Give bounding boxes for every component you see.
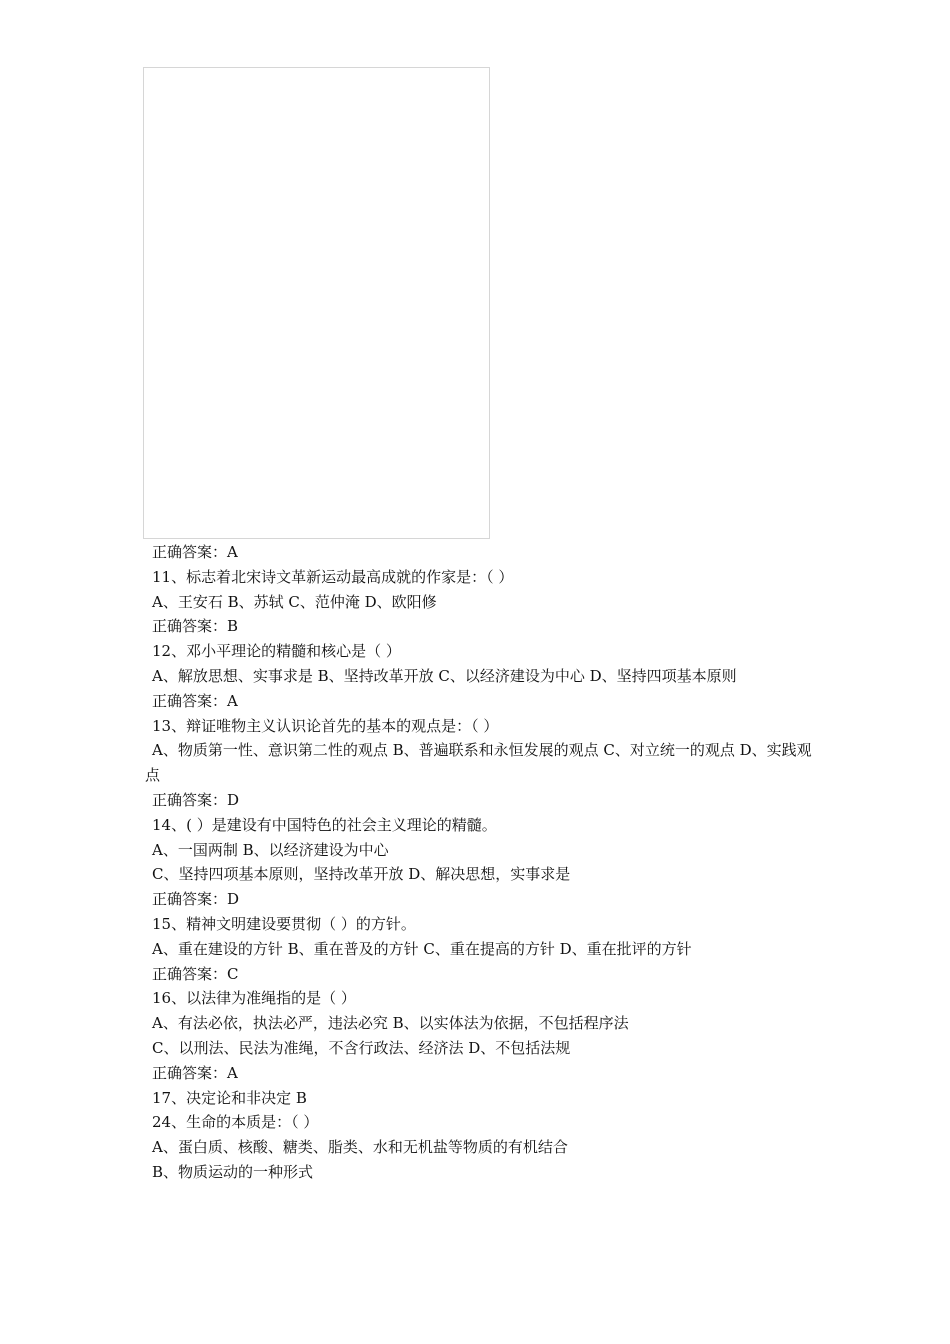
answer-16: 正确答案：A	[152, 1063, 238, 1082]
options-16a: A、有法必依，执法必严，违法必究 B、以实体法为依据，不包括程序法	[152, 1014, 629, 1033]
options-24a: A、蛋白质、核酸、糖类、脂类、水和无机盐等物质的有机结合	[152, 1138, 568, 1157]
question-24: 24、生命的本质是：（ ）	[152, 1113, 319, 1132]
options-12: A、解放思想、实事求是 B、坚持改革开放 C、以经济建设为中心 D、坚持四项基本原则	[152, 666, 737, 685]
question-12: 12、邓小平理论的精髓和核心是（ ）	[152, 642, 401, 661]
answer-10: 正确答案：A	[152, 543, 238, 561]
answer-15: 正确答案：C	[152, 964, 239, 983]
answer-11: 正确答案：B	[152, 617, 239, 636]
answer-13: 正确答案：D	[152, 790, 240, 809]
blank-figure-frame	[143, 67, 490, 539]
options-11: A、王安石 B、苏轼 C、范仲淹 D、欧阳修	[152, 592, 437, 611]
options-24b: B、物质运动的一种形式	[152, 1162, 314, 1181]
options-14a: A、一国两制 B、以经济建设为中心	[152, 840, 389, 859]
question-list	[145, 540, 813, 1185]
question-16: 16、以法律为准绳指的是（ ）	[152, 989, 356, 1008]
options-13: A、物质第一性、意识第二性的观点 B、普遍联系和永恒发展的观点 C、对立统一的观点 D、实践观点	[145, 741, 812, 785]
answer-12: 正确答案：A	[152, 691, 238, 710]
options-15: A、重在建设的方针 B、重在普及的方针 C、重在提高的方针 D、重在批评的方针	[152, 939, 692, 958]
answer-14: 正确答案：D	[152, 890, 240, 909]
question-11: 11、标志着北宋诗文革新运动最高成就的作家是：（ ）	[152, 567, 514, 586]
options-14b: C、坚持四项基本原则，坚持改革开放 D、解决思想，实事求是	[152, 865, 571, 884]
question-14: 14、( ）是建设有中国特色的社会主义理论的精髓。	[152, 815, 497, 834]
options-16b: C、以刑法、民法为准绳，不含行政法、经济法 D、不包括法规	[152, 1038, 571, 1057]
question-15: 15、精神文明建设要贯彻（ ）的方针。	[152, 914, 416, 933]
question-17: 17、决定论和非决定 B	[152, 1088, 307, 1107]
question-13: 13、辩证唯物主义认识论首先的基本的观点是：（ ）	[152, 716, 499, 735]
